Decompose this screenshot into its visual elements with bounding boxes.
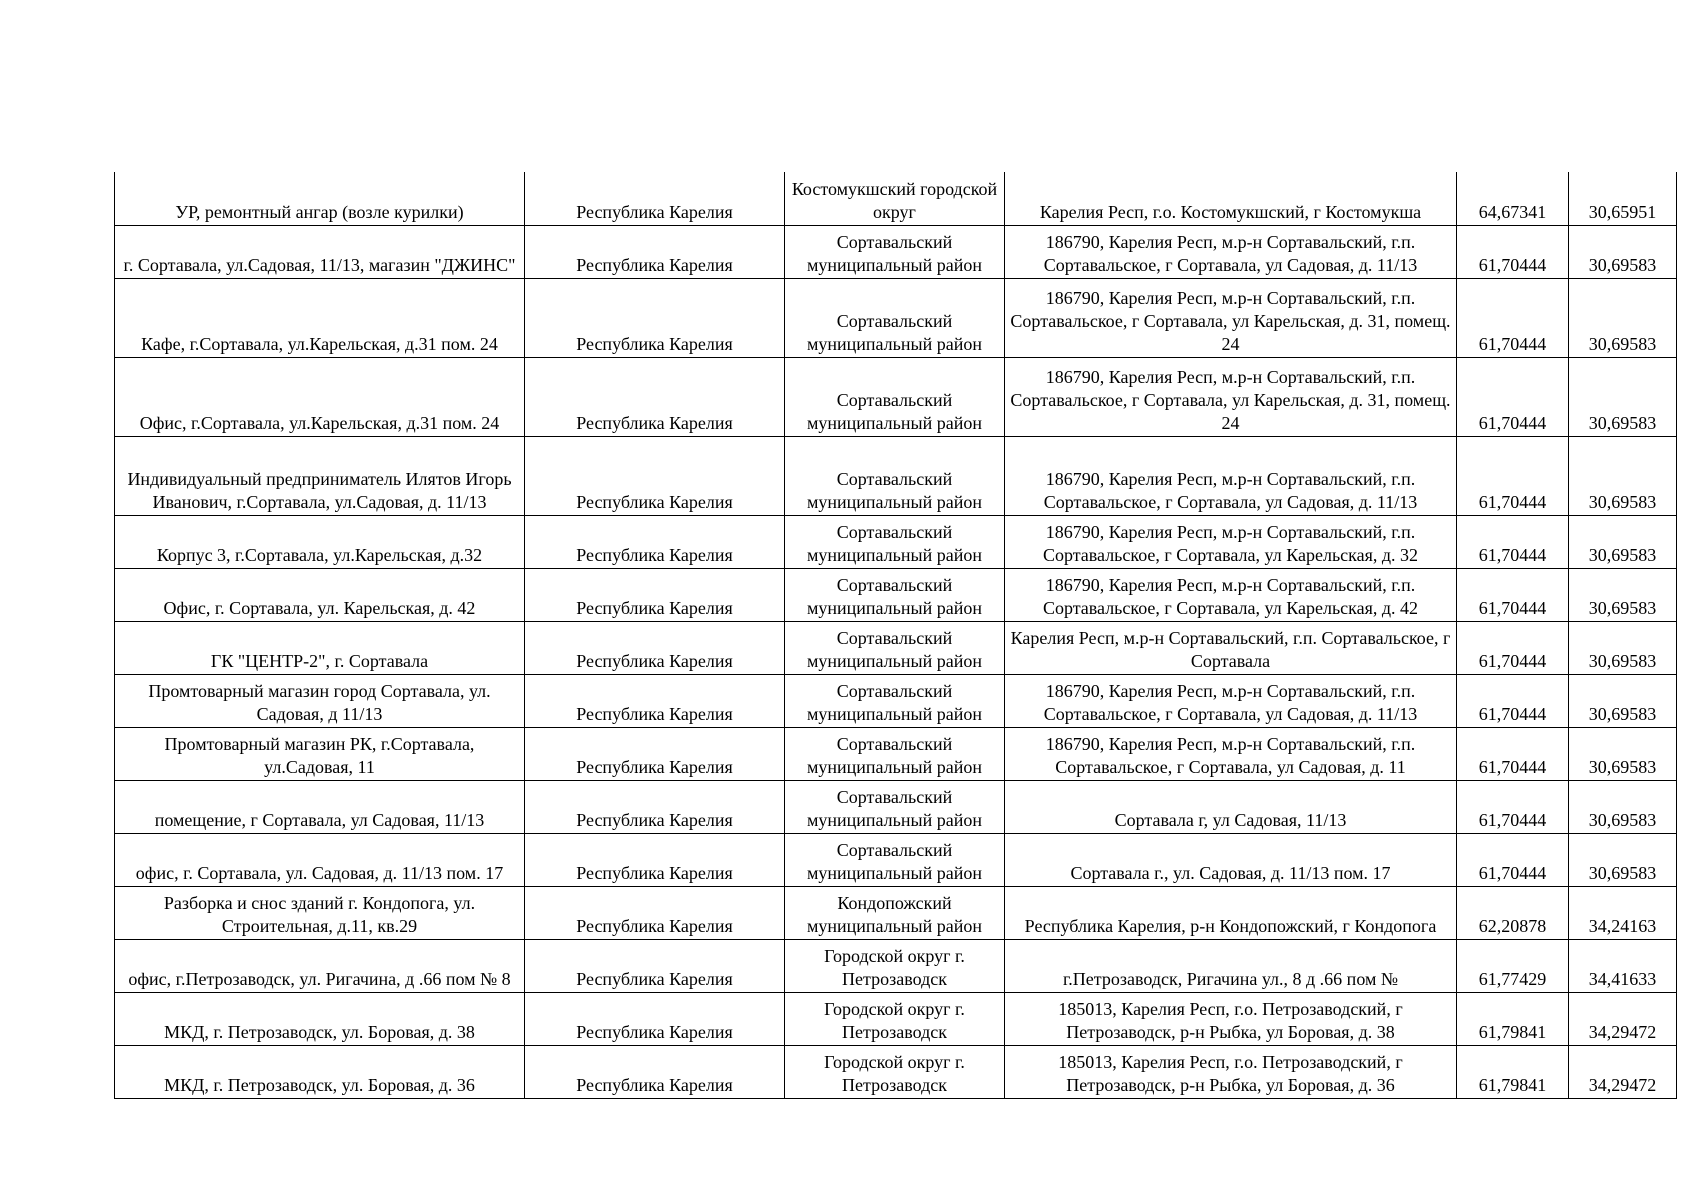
cell-address: 186790, Карелия Респ, м.р-н Сортавальский, г.п. Сортавальское, г Сортавала, ул Карельская, д. 32 [1005,515,1457,568]
cell-address: Сортавала г, ул Садовая, 11/13 [1005,780,1457,833]
cell-latitude: 61,70444 [1457,278,1569,357]
cell-longitude: 30,69583 [1569,515,1677,568]
cell-region: Республика Карелия [525,515,785,568]
cell-object-name: офис, г. Сортавала, ул. Садовая, д. 11/13 пом. 17 [115,833,525,886]
cell-object-name: офис, г.Петрозаводск, ул. Ригачина, д .66 пом № 8 [115,939,525,992]
cell-district: Сортавальский муниципальный район [785,780,1005,833]
cell-longitude: 30,65951 [1569,172,1677,225]
cell-district: Кондопожский муниципальный район [785,886,1005,939]
cell-district: Сортавальский муниципальный район [785,278,1005,357]
table-row [115,886,1677,939]
cell-address: Карелия Респ, г.о. Костомукшский, г Костомукша [1005,172,1457,225]
cell-latitude: 62,20878 [1457,886,1569,939]
table-row [115,278,1677,357]
cell-region: Республика Карелия [525,780,785,833]
cell-address: 185013, Карелия Респ, г.о. Петрозаводский, г Петрозаводск, р-н Рыбка, ул Боровая, д. 38 [1005,992,1457,1045]
cell-region: Республика Карелия [525,436,785,515]
cell-longitude: 30,69583 [1569,727,1677,780]
records-table [114,172,1677,1099]
cell-address: 186790, Карелия Респ, м.р-н Сортавальский, г.п. Сортавальское, г Сортавала, ул Садовая, д. 11/13 [1005,436,1457,515]
table-row [115,436,1677,515]
cell-longitude: 30,69583 [1569,833,1677,886]
cell-district: Костомукшский городской округ [785,172,1005,225]
cell-latitude: 61,79841 [1457,992,1569,1045]
cell-latitude: 61,70444 [1457,621,1569,674]
cell-region: Республика Карелия [525,568,785,621]
cell-object-name: Офис, г. Сортавала, ул. Карельская, д. 42 [115,568,525,621]
cell-longitude: 30,69583 [1569,621,1677,674]
cell-region: Республика Карелия [525,225,785,278]
table-row [115,727,1677,780]
cell-longitude: 34,24163 [1569,886,1677,939]
cell-district: Городской округ г. Петрозаводск [785,1045,1005,1098]
cell-longitude: 30,69583 [1569,225,1677,278]
cell-address: Сортавала г., ул. Садовая, д. 11/13 пом. 17 [1005,833,1457,886]
cell-longitude: 30,69583 [1569,780,1677,833]
cell-region: Республика Карелия [525,621,785,674]
cell-longitude: 30,69583 [1569,674,1677,727]
cell-region: Республика Карелия [525,886,785,939]
cell-address: 186790, Карелия Респ, м.р-н Сортавальский, г.п. Сортавальское, г Сортавала, ул Карельская, д. 42 [1005,568,1457,621]
table-row [115,1045,1677,1098]
cell-longitude: 30,69583 [1569,568,1677,621]
cell-object-name: ГК "ЦЕНТР-2", г. Сортавала [115,621,525,674]
cell-latitude: 61,77429 [1457,939,1569,992]
cell-latitude: 61,70444 [1457,515,1569,568]
table-row [115,357,1677,436]
cell-address: 186790, Карелия Респ, м.р-н Сортавальский, г.п. Сортавальское, г Сортавала, ул Садовая, д. 11/13 [1005,225,1457,278]
cell-object-name: Промтоварный магазин город Сортавала, ул. Садовая, д 11/13 [115,674,525,727]
cell-district: Городской округ г. Петрозаводск [785,992,1005,1045]
table-row [115,621,1677,674]
cell-latitude: 61,70444 [1457,780,1569,833]
cell-district: Сортавальский муниципальный район [785,436,1005,515]
cell-latitude: 61,70444 [1457,833,1569,886]
cell-address: 186790, Карелия Респ, м.р-н Сортавальский, г.п. Сортавальское, г Сортавала, ул Карельская, д. 31, помещ. 24 [1005,278,1457,357]
cell-object-name: Промтоварный магазин РК, г.Сортавала, ул.Садовая, 11 [115,727,525,780]
cell-object-name: г. Сортавала, ул.Садовая, 11/13, магазин "ДЖИНС" [115,225,525,278]
cell-region: Республика Карелия [525,939,785,992]
cell-latitude: 61,79841 [1457,1045,1569,1098]
cell-latitude: 64,67341 [1457,172,1569,225]
cell-longitude: 30,69583 [1569,278,1677,357]
cell-address: Карелия Респ, м.р-н Сортавальский, г.п. Сортавальское, г Сортавала [1005,621,1457,674]
cell-longitude: 34,29472 [1569,1045,1677,1098]
cell-longitude: 30,69583 [1569,357,1677,436]
cell-address: 186790, Карелия Респ, м.р-н Сортавальский, г.п. Сортавальское, г Сортавала, ул Садовая, д. 11 [1005,727,1457,780]
table-row [115,833,1677,886]
cell-object-name: Офис, г.Сортавала, ул.Карельская, д.31 пом. 24 [115,357,525,436]
cell-district: Городской округ г. Петрозаводск [785,939,1005,992]
cell-district: Сортавальский муниципальный район [785,727,1005,780]
cell-object-name: УР, ремонтный ангар (возле курилки) [115,172,525,225]
cell-object-name: Разборка и снос зданий г. Кондопога, ул. Строительная, д.11, кв.29 [115,886,525,939]
cell-object-name: Корпус 3, г.Сортавала, ул.Карельская, д.32 [115,515,525,568]
cell-address: 185013, Карелия Респ, г.о. Петрозаводский, г Петрозаводск, р-н Рыбка, ул Боровая, д. 36 [1005,1045,1457,1098]
cell-district: Сортавальский муниципальный район [785,568,1005,621]
table-row [115,992,1677,1045]
table-row [115,225,1677,278]
cell-address: 186790, Карелия Респ, м.р-н Сортавальский, г.п. Сортавальское, г Сортавала, ул Карельская, д. 31, помещ. 24 [1005,357,1457,436]
cell-district: Сортавальский муниципальный район [785,833,1005,886]
cell-address: Республика Карелия, р-н Кондопожский, г Кондопога [1005,886,1457,939]
cell-latitude: 61,70444 [1457,436,1569,515]
table-row [115,568,1677,621]
cell-object-name: помещение, г Сортавала, ул Садовая, 11/13 [115,780,525,833]
cell-region: Республика Карелия [525,674,785,727]
cell-longitude: 34,29472 [1569,992,1677,1045]
cell-object-name: МКД, г. Петрозаводск, ул. Боровая, д. 38 [115,992,525,1045]
cell-region: Республика Карелия [525,357,785,436]
cell-district: Сортавальский муниципальный район [785,225,1005,278]
table-row [115,172,1677,225]
cell-region: Республика Карелия [525,727,785,780]
cell-latitude: 61,70444 [1457,674,1569,727]
cell-district: Сортавальский муниципальный район [785,357,1005,436]
cell-latitude: 61,70444 [1457,357,1569,436]
cell-longitude: 34,41633 [1569,939,1677,992]
cell-latitude: 61,70444 [1457,727,1569,780]
cell-district: Сортавальский муниципальный район [785,674,1005,727]
cell-latitude: 61,70444 [1457,225,1569,278]
cell-object-name: МКД, г. Петрозаводск, ул. Боровая, д. 36 [115,1045,525,1098]
cell-region: Республика Карелия [525,833,785,886]
cell-latitude: 61,70444 [1457,568,1569,621]
records-body [115,172,1677,1098]
table-row [115,515,1677,568]
table-row [115,780,1677,833]
cell-address: 186790, Карелия Респ, м.р-н Сортавальский, г.п. Сортавальское, г Сортавала, ул Садовая, д. 11/13 [1005,674,1457,727]
cell-district: Сортавальский муниципальный район [785,621,1005,674]
cell-region: Республика Карелия [525,1045,785,1098]
table-row [115,674,1677,727]
cell-region: Республика Карелия [525,278,785,357]
cell-district: Сортавальский муниципальный район [785,515,1005,568]
cell-object-name: Кафе, г.Сортавала, ул.Карельская, д.31 пом. 24 [115,278,525,357]
cell-region: Республика Карелия [525,992,785,1045]
table-row [115,939,1677,992]
cell-longitude: 30,69583 [1569,436,1677,515]
cell-address: г.Петрозаводск, Ригачина ул., 8 д .66 пом № [1005,939,1457,992]
cell-region: Республика Карелия [525,172,785,225]
cell-object-name: Индивидуальный предприниматель Илятов Игорь Иванович, г.Сортавала, ул.Садовая, д. 11/13 [115,436,525,515]
